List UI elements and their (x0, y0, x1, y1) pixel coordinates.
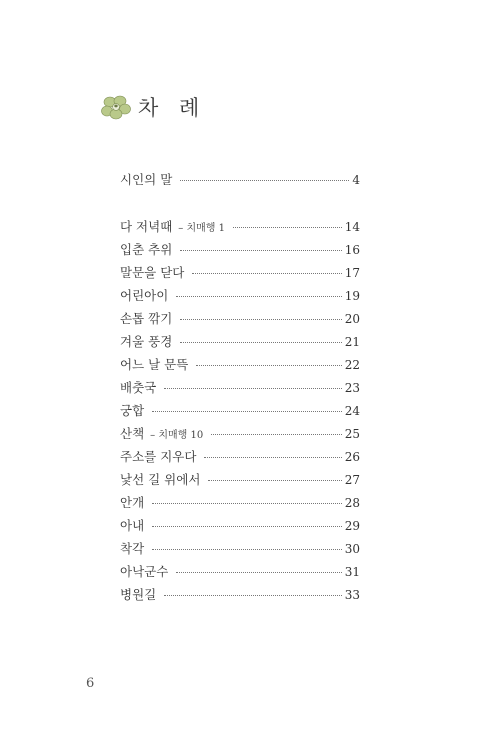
toc-entry-page: 14 (344, 220, 360, 234)
toc-entry (120, 517, 360, 535)
toc-entry-title: 주소를 지우다 (120, 449, 197, 464)
toc-entry-title: 어느 날 문뜩 (120, 357, 189, 372)
toc-entry-page: 31 (344, 565, 360, 579)
toc-entry (120, 287, 360, 305)
toc-entry (120, 218, 360, 236)
toc-entry-title: 시인의 말 (120, 172, 173, 187)
toc-entry (120, 540, 360, 558)
toc-entry-title: 병원길 (120, 587, 157, 602)
toc-entry (120, 171, 360, 189)
toc-entry-page: 17 (344, 266, 360, 280)
toc-entry-page: 25 (344, 427, 360, 441)
toc-entry (120, 425, 360, 443)
toc-entry-title: 손톱 깎기 (120, 311, 173, 326)
leader-dots (152, 525, 342, 527)
toc-entry-title: 산책 (120, 426, 145, 441)
leader-dots (152, 410, 342, 412)
toc-entry (120, 494, 360, 512)
toc-entry-title: 배춧국 (120, 380, 157, 395)
toc-entry-title: 아내 (120, 518, 145, 533)
leader-dots (192, 272, 341, 274)
leader-dots (152, 502, 342, 504)
toc-entry-page: 30 (344, 542, 360, 556)
toc-entry-page: 24 (344, 404, 360, 418)
toc-entry (120, 563, 360, 581)
toc-entry-page: 19 (344, 289, 360, 303)
toc-entry (120, 241, 360, 259)
toc-entry-title: 어린아이 (120, 288, 169, 303)
toc-entry (120, 586, 360, 604)
toc-entry-page: 27 (344, 473, 360, 487)
toc-heading (100, 92, 206, 122)
toc-entry (120, 264, 360, 282)
leader-dots (211, 433, 342, 435)
toc-entry-subtitle: – 치매행 1 (178, 223, 225, 234)
toc-entry-page: 26 (344, 450, 360, 464)
toc-entry-title: 아낙군수 (120, 564, 169, 579)
toc-entry-title: 낯선 길 위에서 (120, 472, 201, 487)
toc-entry (120, 448, 360, 466)
toc-entry (120, 402, 360, 420)
leader-dots (180, 341, 341, 343)
page-number: 6 (86, 676, 95, 691)
toc-entry-page: 20 (344, 312, 360, 326)
leader-dots (180, 249, 341, 251)
leader-dots (152, 548, 342, 550)
toc-entry-title: 입춘 추위 (120, 242, 173, 257)
toc-entry-page: 28 (344, 496, 360, 510)
toc-entry-subtitle: – 치매행 10 (150, 430, 204, 441)
toc-entry-title: 다 저녁때 (120, 219, 173, 234)
leader-dots (164, 387, 341, 389)
leader-dots (164, 594, 341, 596)
toc-entry (120, 333, 360, 351)
toc-entry (120, 310, 360, 328)
leader-dots (176, 571, 341, 573)
toc-entry-title: 말문을 닫다 (120, 265, 185, 280)
leader-dots (208, 479, 341, 481)
toc-entry-title: 착각 (120, 541, 145, 556)
leader-dots (196, 364, 341, 366)
toc-entry-title: 궁합 (120, 403, 145, 418)
page-title: 차 례 (138, 96, 207, 120)
toc-entry-page: 33 (344, 588, 360, 602)
toc-entry (120, 471, 360, 489)
toc-entry-page: 22 (344, 358, 360, 372)
leader-dots (180, 179, 349, 181)
toc-entry-page: 29 (344, 519, 360, 533)
leader-dots (204, 456, 341, 458)
leader-dots (233, 226, 342, 228)
toc-entry-title: 겨울 풍경 (120, 334, 173, 349)
toc-entry (120, 379, 360, 397)
toc-entry-page: 21 (344, 335, 360, 349)
toc-entry-page: 23 (344, 381, 360, 395)
flower-icon (100, 93, 132, 121)
leader-dots (180, 318, 341, 320)
toc-entry (120, 356, 360, 374)
toc-entry-page: 4 (352, 173, 360, 187)
leader-dots (176, 295, 341, 297)
toc-entry-page: 16 (344, 243, 360, 257)
toc-entry-title: 안개 (120, 495, 145, 510)
